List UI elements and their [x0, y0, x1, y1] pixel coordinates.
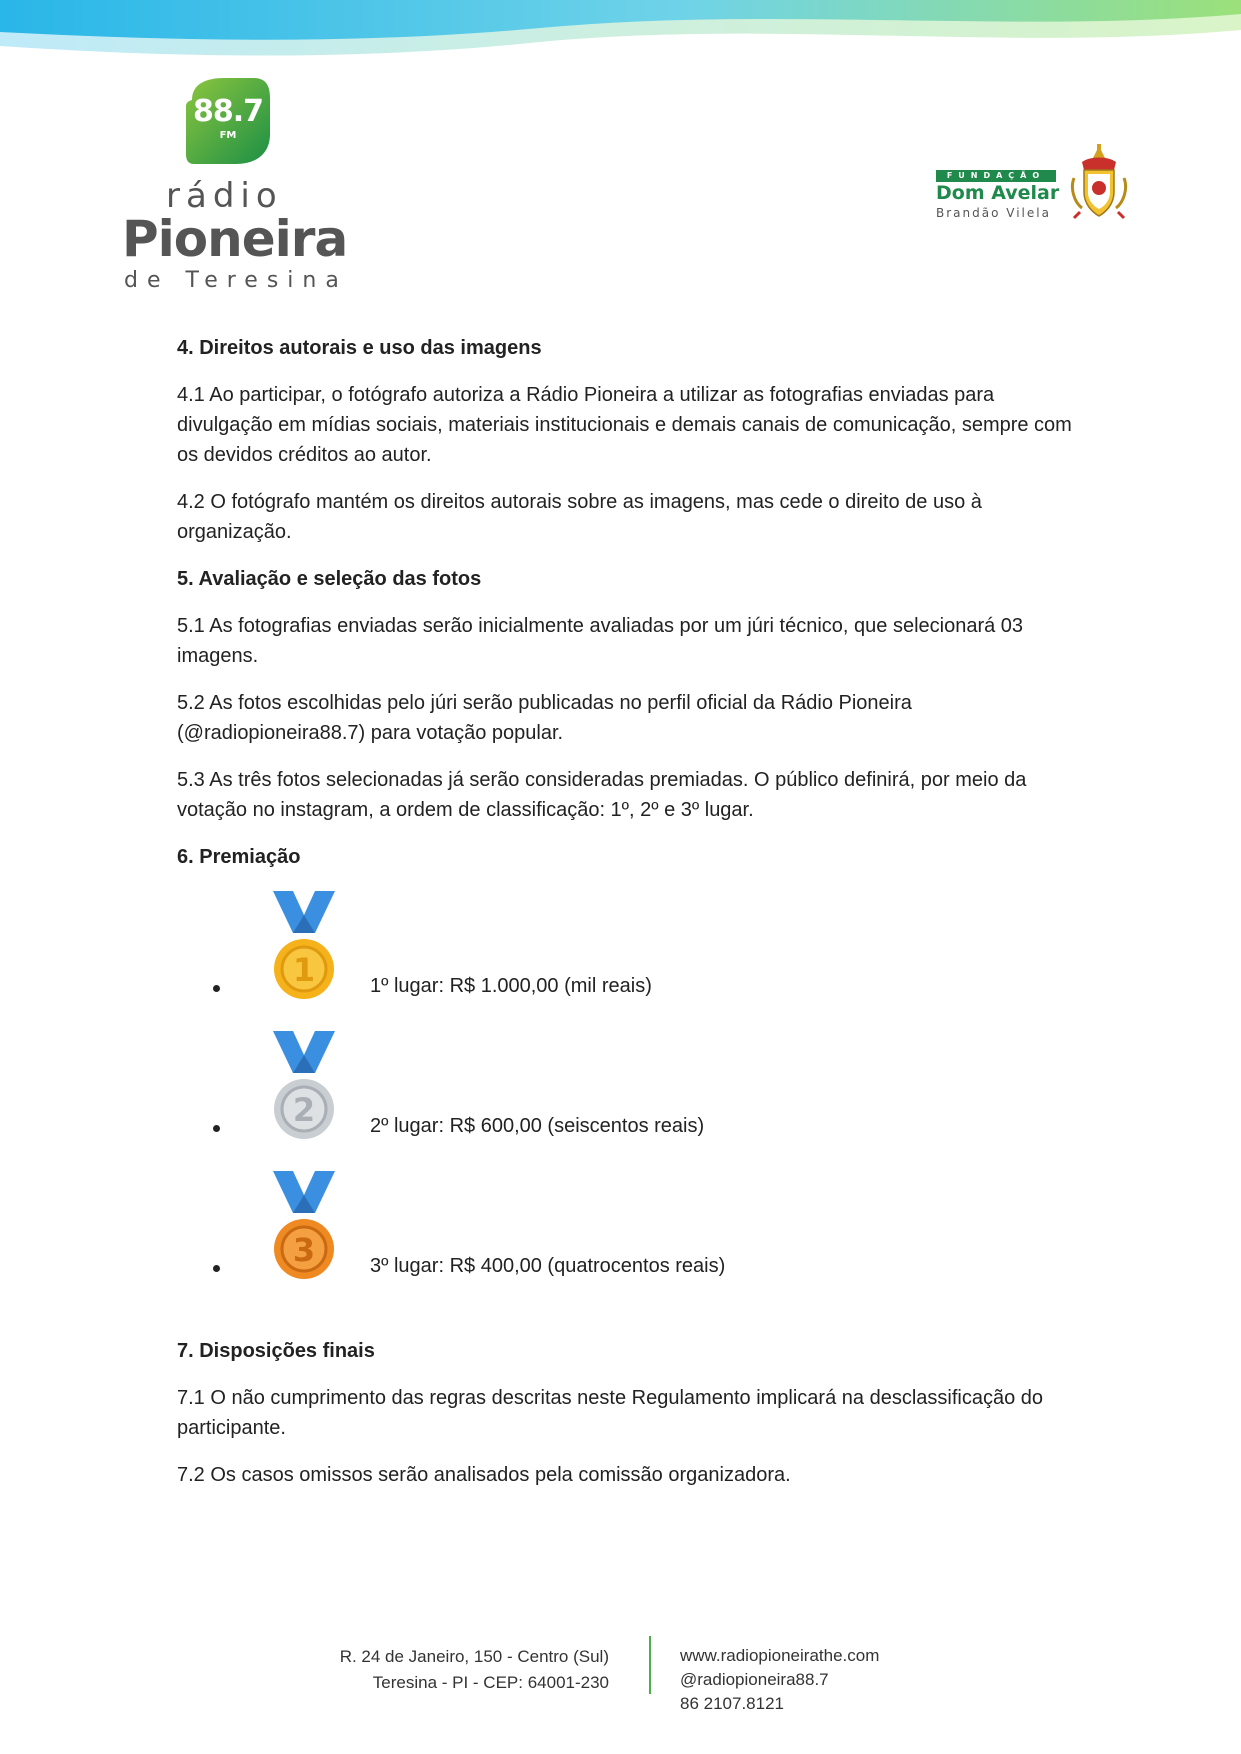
footer-phone: 86 2107.8121 — [680, 1694, 784, 1713]
fundacao-subname: Brandão Vilela — [936, 206, 1051, 220]
prize-list — [177, 889, 1077, 1309]
section-5-1: 5.1 As fotografias enviadas serão inicialmente avaliadas por um júri técnico, que selecionará 03 imagens. — [177, 615, 1024, 667]
address-line-1: R. 24 de Janeiro, 150 - Centro (Sul) — [339, 1647, 609, 1666]
document-body — [177, 333, 1077, 1507]
footer-website-link[interactable]: www.radiopioneirathe.com — [680, 1646, 880, 1665]
silver-medal-number: 2 — [292, 1091, 316, 1129]
address-line-2: Teresina - PI - CEP: 64001-230 — [372, 1673, 609, 1692]
radio-pioneira-logo — [118, 72, 358, 292]
coat-of-arms-icon — [1070, 144, 1128, 220]
gold-medal-icon — [271, 889, 337, 1001]
badge-frequency: 88.7 — [192, 94, 264, 129]
footer-divider — [649, 1636, 651, 1694]
bullet — [213, 1125, 220, 1132]
fundacao-label: FUNDAÇÃO — [946, 171, 1046, 180]
badge-band: FM — [219, 130, 237, 141]
section-5-3: 5.3 As três fotos selecionadas já serão consideradas premiadas. O público definirá, por meio da votação no instagram, a ordem de classificação: 1º, 2º e 3º lugar. — [177, 769, 1027, 821]
section-6-title: 6. Premiação — [177, 846, 301, 868]
section-4-1: 4.1 Ao participar, o fotógrafo autoriza a Rádio Pioneira a utilizar as fotografias enviadas para divulgação em mídias sociais, materiais institucionais e demais canais de comunicação, sempre com os devidos créditos ao autor. — [177, 384, 1072, 466]
prize-text: 2º lugar: R$ 600,00 (seiscentos reais) — [370, 1115, 705, 1137]
prize-item-first — [177, 889, 1077, 1029]
section-7-1: 7.1 O não cumprimento das regras descritas neste Regulamento implicará na desclassificação do participante. — [177, 1387, 1043, 1439]
logo-word-city: de Teresina — [124, 268, 348, 293]
bronze-medal-number: 3 — [292, 1231, 316, 1269]
header-wave-decoration — [0, 0, 1241, 70]
prize-text: 3º lugar: R$ 400,00 (quatrocentos reais) — [370, 1255, 726, 1277]
section-5-title: 5. Avaliação e seleção das fotos — [177, 568, 482, 590]
prize-item-third — [177, 1169, 1077, 1309]
fundacao-label-bar — [936, 170, 1056, 182]
prize-item-second — [177, 1029, 1077, 1169]
fundacao-name: Dom Avelar — [936, 182, 1060, 204]
bronze-medal-icon — [271, 1169, 337, 1281]
section-7-title: 7. Disposições finais — [177, 1340, 375, 1362]
footer-address — [340, 1644, 609, 1696]
footer-instagram: @radiopioneira88.7 — [680, 1670, 829, 1689]
footer — [0, 1636, 1241, 1736]
bullet — [213, 1265, 220, 1272]
section-5-2: 5.2 As fotos escolhidas pelo júri serão publicadas no perfil oficial da Rádio Pioneira (@radiopioneira88.7) para votação popular. — [177, 692, 912, 744]
section-7-2: 7.2 Os casos omissos serão analisados pela comissão organizadora. — [177, 1464, 791, 1486]
bullet — [213, 985, 220, 992]
logo-word-pioneira: Pioneira — [122, 210, 348, 268]
logo-word-radio: rádio — [166, 176, 283, 216]
footer-contact — [680, 1644, 879, 1716]
silver-medal-icon — [271, 1029, 337, 1141]
gold-medal-number: 1 — [292, 951, 316, 989]
prize-text: 1º lugar: R$ 1.000,00 (mil reais) — [370, 975, 652, 997]
section-4-2: 4.2 O fotógrafo mantém os direitos autorais sobre as imagens, mas cede o direito de uso à organização. — [177, 491, 982, 543]
fundacao-logo — [934, 144, 1134, 224]
section-4-title: 4. Direitos autorais e uso das imagens — [177, 337, 542, 359]
